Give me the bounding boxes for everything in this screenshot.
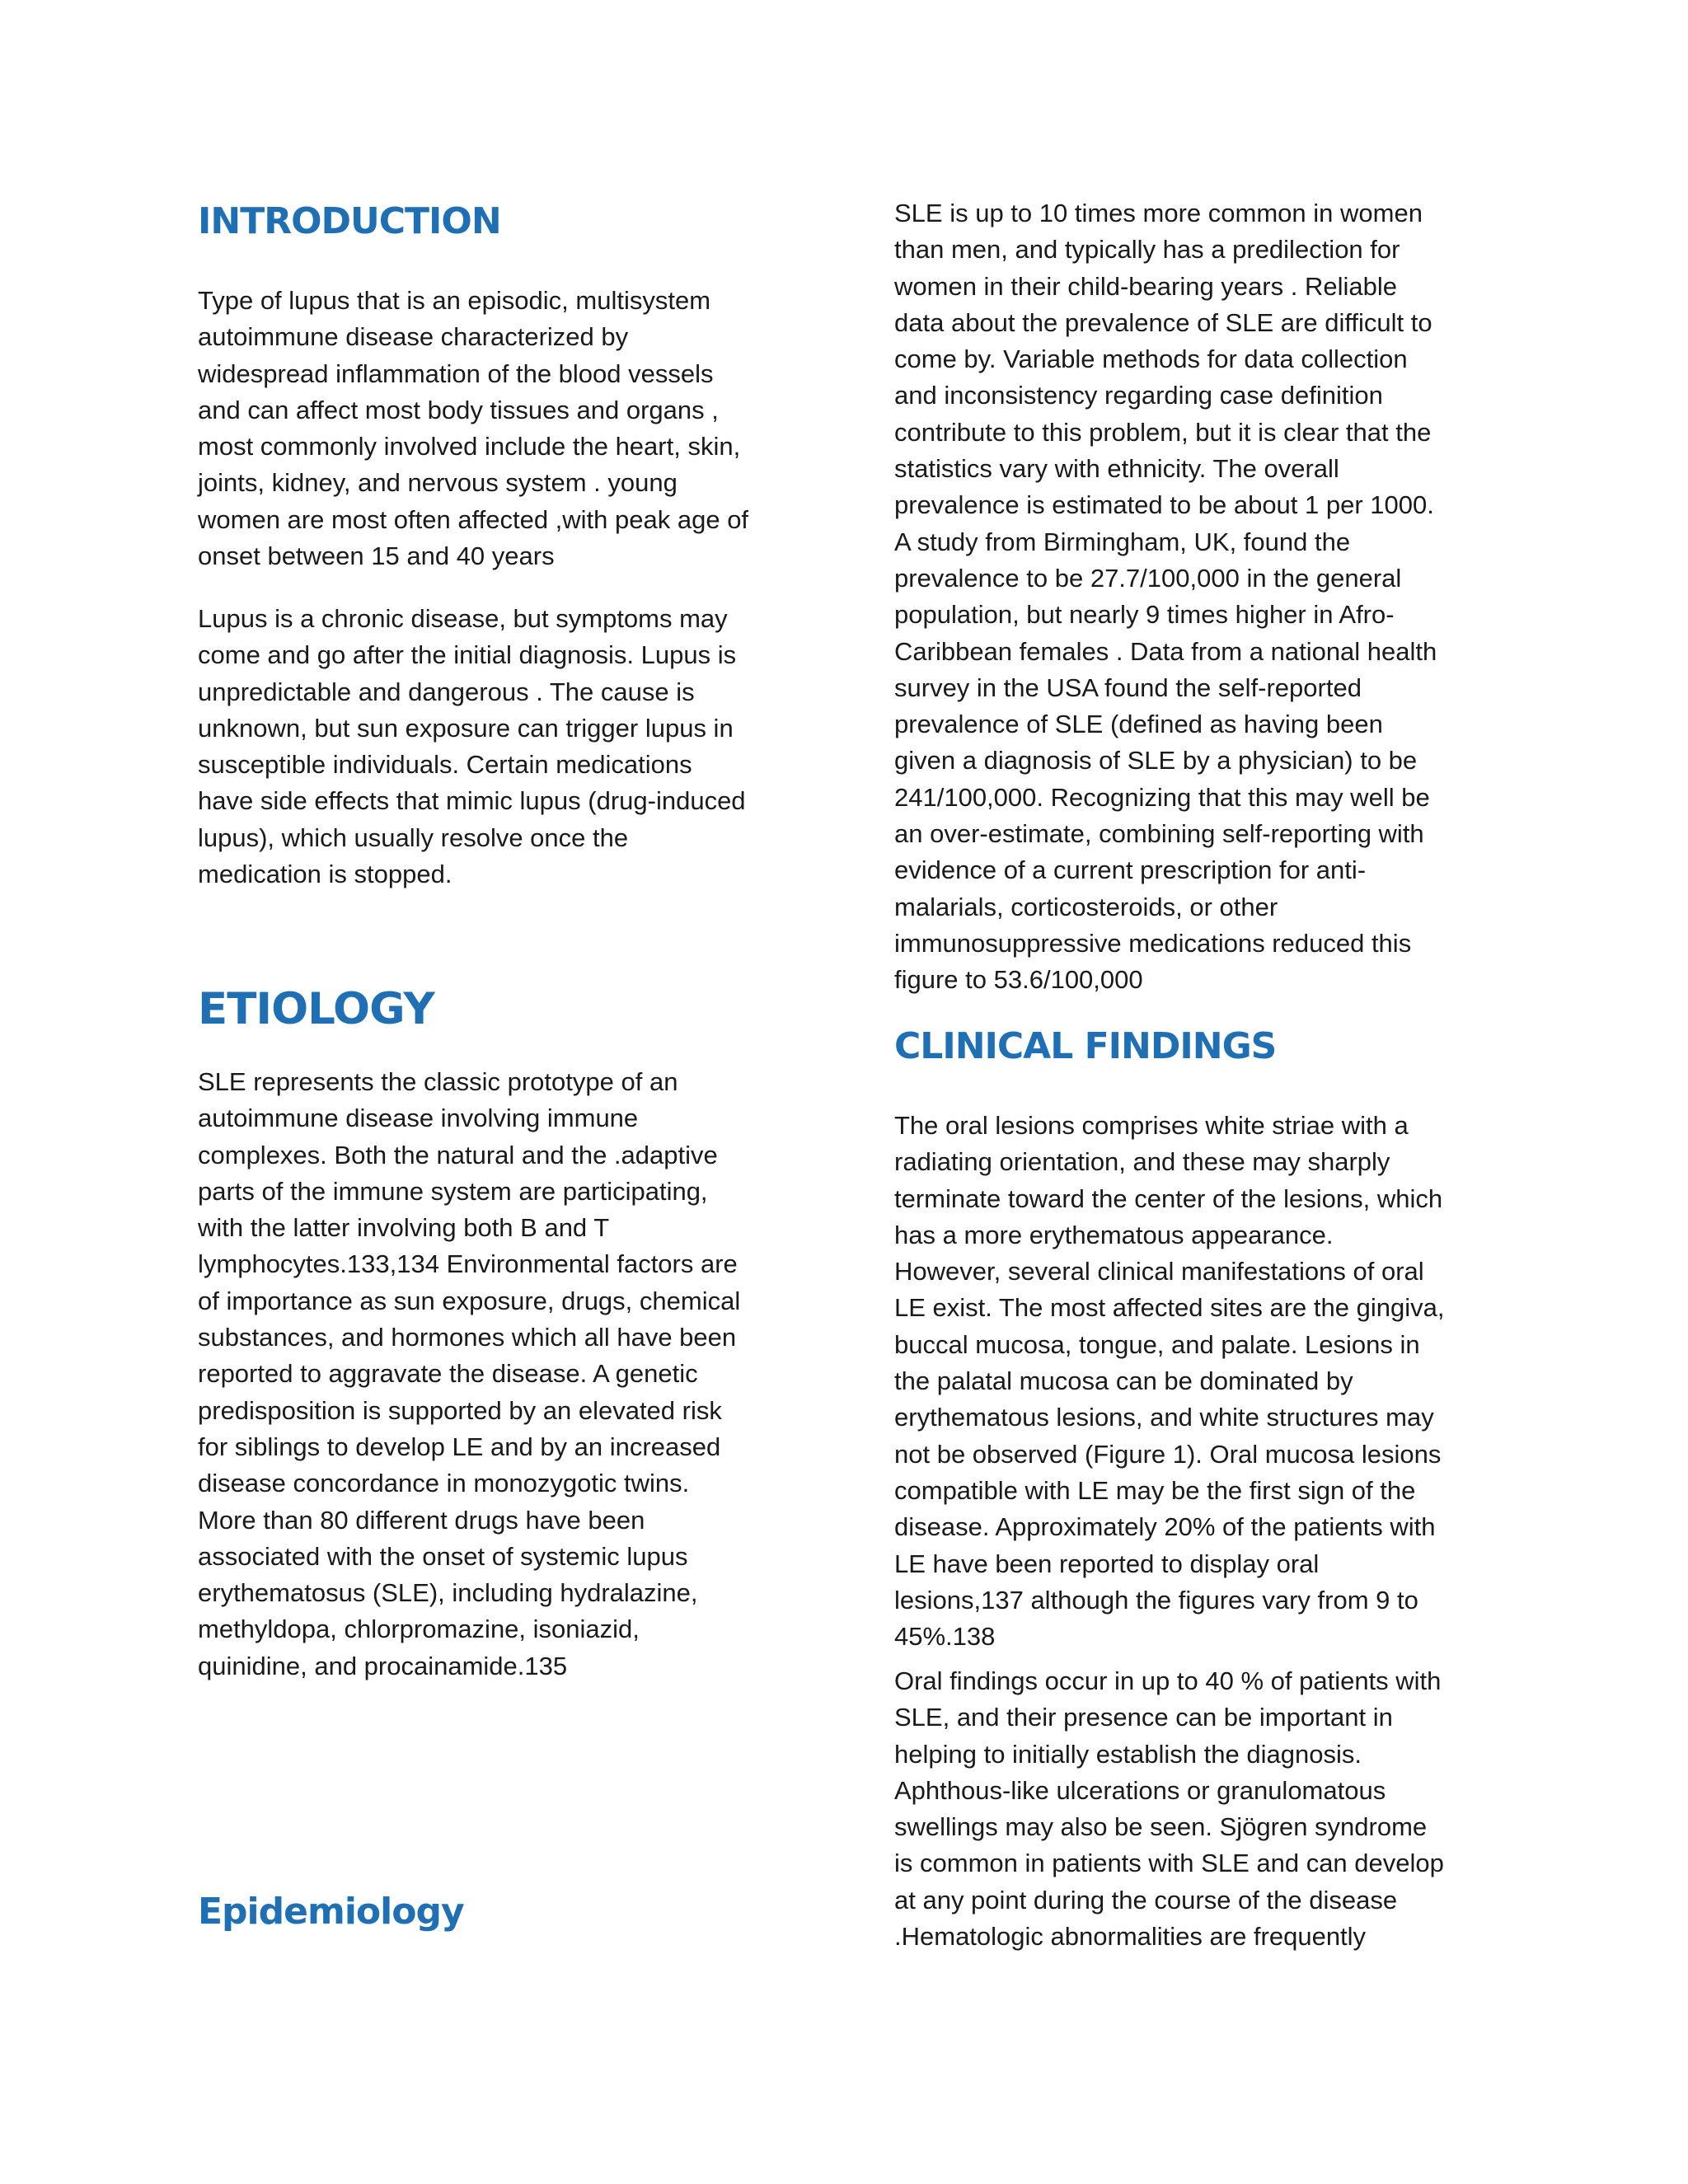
- text-line: Lupus is a chronic disease, but symptoms may: [198, 604, 728, 633]
- text-line: SLE represents the classic prototype of an: [198, 1067, 678, 1096]
- text-line: Oral findings occur in up to 40 % of patients with: [894, 1666, 1442, 1695]
- text-line: come and go after the initial diagnosis. Lupus is: [198, 640, 737, 670]
- text-line: of importance as sun exposure, drugs, chemical: [198, 1286, 741, 1315]
- text-line: parts of the immune system are participating,: [198, 1176, 708, 1206]
- text-line: have side effects that mimic lupus (drug-induced: [198, 786, 746, 816]
- clinical-findings-paragraph-2: [894, 1663, 1492, 1955]
- text-line: swellings may also be seen. Sjögren syndrome: [894, 1812, 1428, 1842]
- epidemiology-heading: Epidemiology: [198, 1891, 464, 1933]
- text-line: autoimmune disease involving immune: [198, 1104, 639, 1133]
- text-line: erythematous lesions, and white structures may: [894, 1403, 1434, 1432]
- text-line: buccal mucosa, tongue, and palate. Lesions in: [894, 1329, 1420, 1359]
- text-line: the palatal mucosa can be dominated by: [894, 1366, 1353, 1396]
- text-line: population, but nearly 9 times higher in Afro-: [894, 600, 1395, 630]
- text-line: A study from Birmingham, UK, found the: [894, 527, 1351, 556]
- text-line: terminate toward the center of the lesions, which: [894, 1183, 1443, 1213]
- text-line: prevalence to be 27.7/100,000 in the general: [894, 563, 1402, 593]
- text-line: SLE, and their presence can be important in: [894, 1703, 1393, 1732]
- text-line: has a more erythematous appearance.: [894, 1220, 1334, 1249]
- text-line: lupus), which usually resolve once the: [198, 823, 629, 852]
- text-line: than men, and typically has a predilection for: [894, 235, 1400, 265]
- text-line: medication is stopped.: [198, 860, 452, 889]
- text-line: disease. Approximately 20% of the patients with: [894, 1512, 1436, 1542]
- text-line: lymphocytes.133,134 Environmental factors are: [198, 1249, 738, 1279]
- text-line: 45%.138: [894, 1622, 996, 1652]
- introduction-paragraph-2: [198, 601, 795, 893]
- text-line: most commonly involved include the heart, skin,: [198, 432, 741, 462]
- text-line: .Hematologic abnormalities are frequently: [894, 1922, 1367, 1952]
- text-line: complexes. Both the natural and the .adaptive: [198, 1140, 718, 1169]
- text-line: susceptible individuals. Certain medications: [198, 750, 692, 780]
- text-line: unknown, but sun exposure can trigger lupus in: [198, 713, 734, 743]
- text-line: SLE is up to 10 times more common in women: [894, 199, 1423, 227]
- text-line: erythematosus (SLE), including hydralazine,: [198, 1578, 698, 1608]
- text-line: autoimmune disease characterized by: [198, 322, 629, 352]
- text-line: onset between 15 and 40 years: [198, 541, 555, 571]
- text-line: disease concordance in monozygotic twins.: [198, 1469, 690, 1498]
- text-line: with the latter involving both B and T: [198, 1213, 610, 1243]
- text-line: figure to 53.6/100,000: [894, 965, 1143, 995]
- text-line: Caribbean females . Data from a national health: [894, 636, 1437, 666]
- text-line: widespread inflammation of the blood vessels: [198, 359, 714, 388]
- text-line: Aphthous-like ulcerations or granulomatous: [894, 1775, 1386, 1805]
- text-line: women are most often affected ,with peak age of: [198, 504, 749, 534]
- text-line: at any point during the course of the disease: [894, 1885, 1398, 1915]
- text-line: unpredictable and dangerous . The cause is: [198, 677, 695, 706]
- text-line: immunosuppressive medications reduced this: [894, 928, 1412, 958]
- text-line: helping to initially establish the diagnosis.: [894, 1739, 1362, 1769]
- text-line: statistics vary with ethnicity. The overall: [894, 454, 1339, 484]
- text-line: for siblings to develop LE and by an increased: [198, 1432, 721, 1461]
- text-line: women in their child-bearing years . Reliable: [894, 271, 1397, 301]
- text-line: data about the prevalence of SLE are difficult to: [894, 307, 1432, 337]
- text-line: associated with the onset of systemic lupus: [198, 1541, 688, 1571]
- clinical-findings-heading: CLINICAL FINDINGS: [894, 1025, 1277, 1067]
- text-line: More than 80 different drugs have been: [198, 1505, 645, 1535]
- text-line: evidence of a current prescription for anti-: [894, 855, 1367, 885]
- text-line: predisposition is supported by an elevated risk: [198, 1395, 722, 1425]
- clinical-findings-paragraph-1: [894, 1108, 1492, 1655]
- text-line: joints, kidney, and nervous system . young: [198, 468, 678, 498]
- text-line: is common in patients with SLE and can develop: [894, 1849, 1444, 1878]
- etiology-heading: ETIOLOGY: [198, 984, 434, 1034]
- text-line: quinidine, and procainamide.135: [198, 1651, 568, 1680]
- text-line: 241/100,000. Recognizing that this may well be: [894, 782, 1430, 812]
- text-line: malarials, corticosteroids, or other: [894, 892, 1278, 921]
- text-line: contribute to this problem, but it is clear that the: [894, 417, 1432, 447]
- text-line: Type of lupus that is an episodic, multisystem: [198, 286, 711, 315]
- text-line: radiating orientation, and these may sharply: [894, 1147, 1390, 1177]
- text-line: given a diagnosis of SLE by a physician) to be: [894, 746, 1418, 776]
- text-line: methyldopa, chlorpromazine, isoniazid,: [198, 1615, 640, 1644]
- introduction-heading: INTRODUCTION: [198, 200, 501, 242]
- text-line: compatible with LE may be the first sign of the: [894, 1475, 1416, 1505]
- text-line: substances, and hormones which all have been: [198, 1323, 737, 1352]
- text-line: reported to aggravate the disease. A genetic: [198, 1359, 698, 1389]
- text-line: The oral lesions comprises white striae with a: [894, 1111, 1409, 1140]
- text-line: However, several clinical manifestations of oral: [894, 1257, 1424, 1286]
- text-line: and inconsistency regarding case definition: [894, 381, 1383, 410]
- text-line: survey in the USA found the self-reported: [894, 673, 1362, 702]
- text-line: LE exist. The most affected sites are the gingiva,: [894, 1293, 1445, 1323]
- text-line: not be observed (Figure 1). Oral mucosa lesions: [894, 1439, 1442, 1469]
- text-line: and can affect most body tissues and organs ,: [198, 395, 719, 424]
- text-line: an over-estimate, combining self-reporting with: [894, 819, 1424, 849]
- epidemiology-paragraph-1: [894, 195, 1492, 999]
- text-line: come by. Variable methods for data collection: [894, 344, 1408, 374]
- text-line: lesions,137 although the figures vary from 9 to: [894, 1585, 1418, 1615]
- text-line: prevalence is estimated to be about 1 per 1000.: [894, 490, 1434, 520]
- introduction-paragraph-1: [198, 283, 795, 574]
- text-line: prevalence of SLE (defined as having been: [894, 710, 1383, 739]
- etiology-paragraph-1: [198, 1064, 795, 1685]
- text-line: LE have been reported to display oral: [894, 1549, 1320, 1578]
